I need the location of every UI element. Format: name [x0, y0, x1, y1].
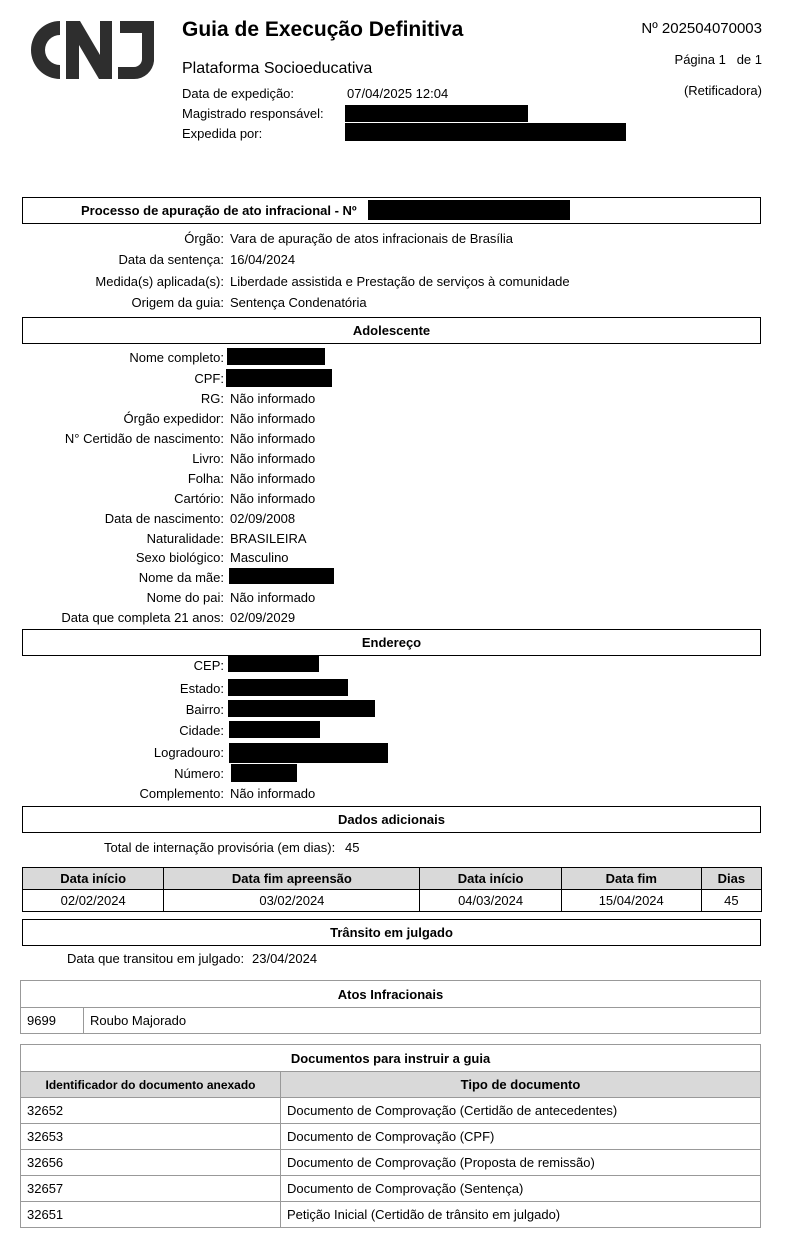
- adolescente-redacted-value: [227, 348, 325, 365]
- adolescente-value: Não informado: [230, 451, 316, 466]
- internacao-cell: 45: [701, 890, 761, 912]
- atos-table: [20, 980, 761, 1034]
- process-number-redacted: [368, 200, 570, 220]
- documentos-table: [20, 1044, 761, 1228]
- internacao-cell: 15/04/2024: [561, 890, 701, 912]
- adolescente-value: Não informado: [230, 431, 316, 446]
- adolescente-value: Não informado: [230, 391, 316, 406]
- adolescente-label: Nome da mãe:: [138, 570, 224, 585]
- transito-value: 23/04/2024: [252, 951, 318, 966]
- table-row: [23, 890, 762, 912]
- adolescente-label: Data que completa 21 anos:: [61, 610, 224, 625]
- processo-label: Medida(s) aplicada(s):: [95, 274, 224, 289]
- endereco-redacted-value: [229, 743, 388, 763]
- endereco-label: Número:: [174, 766, 224, 781]
- processo-label: Órgão:: [184, 231, 224, 246]
- adolescente-label: N° Certidão de nascimento:: [64, 431, 224, 446]
- endereco-value: Não informado: [230, 786, 316, 801]
- ato-code: 9699: [21, 1008, 84, 1034]
- adolescente-label: RG:: [200, 391, 224, 406]
- adolescente-label: Cartório:: [174, 491, 224, 506]
- table-row: [21, 1150, 761, 1176]
- processo-value: 16/04/2024: [230, 252, 296, 267]
- document-id: 32653: [21, 1124, 281, 1150]
- endereco-redacted-value: [228, 679, 348, 696]
- issued-by-label: Expedida por:: [182, 126, 263, 141]
- issued-by-redacted: [345, 123, 626, 141]
- adolescente-label: Nome do pai:: [146, 590, 224, 605]
- endereco-redacted-value: [228, 656, 319, 672]
- adolescente-value: 02/09/2029: [230, 610, 296, 625]
- adolescente-section-header: Adolescente: [22, 317, 761, 344]
- endereco-redacted-value: [231, 764, 297, 782]
- adolescente-value: Não informado: [230, 411, 316, 426]
- adolescente-label: Órgão expedidor:: [123, 411, 224, 426]
- document-id: 32652: [21, 1098, 281, 1124]
- expedition-value: 07/04/2025 12:04: [347, 86, 449, 101]
- endereco-redacted-value: [229, 721, 320, 738]
- magistrate-label: Magistrado responsável:: [182, 106, 324, 121]
- total-internacao-value: 45: [345, 840, 360, 855]
- adolescente-label: Data de nascimento:: [104, 511, 224, 526]
- expedition-label: Data de expedição:: [182, 86, 295, 101]
- endereco-label: Complemento:: [139, 786, 224, 801]
- internacao-col-header: Data início: [23, 868, 164, 890]
- transito-section-header: Trânsito em julgado: [22, 919, 761, 946]
- table-row: [21, 1176, 761, 1202]
- document-id: 32656: [21, 1150, 281, 1176]
- table-row: [21, 1202, 761, 1228]
- document-type: Documento de Comprovação (Certidão de antecedentes): [281, 1098, 761, 1124]
- document-id: 32651: [21, 1202, 281, 1228]
- internacao-col-header: Dias: [701, 868, 761, 890]
- status-label: (Retificadora): [683, 83, 762, 98]
- magistrate-redacted: [345, 105, 528, 122]
- table-row: [21, 1124, 761, 1150]
- adolescente-redacted-value: [229, 568, 334, 584]
- processo-label: Origem da guia:: [131, 295, 224, 310]
- dados-adicionais-section-header: Dados adicionais: [22, 806, 761, 833]
- cnj-logo: [22, 17, 154, 83]
- adolescente-value: Masculino: [230, 550, 289, 565]
- document-type: Documento de Comprovação (Proposta de remissão): [281, 1150, 761, 1176]
- adolescente-value: 02/09/2008: [230, 511, 296, 526]
- internacao-cell: 04/03/2024: [420, 890, 561, 912]
- adolescente-value: Não informado: [230, 590, 316, 605]
- endereco-label: Estado:: [179, 681, 224, 696]
- adolescente-label: Nome completo:: [129, 350, 224, 365]
- processo-title: Processo de apuração de ato infracional - Nº: [81, 203, 357, 218]
- documentos-col-header: Identificador do documento anexado: [21, 1072, 281, 1098]
- processo-value: Sentença Condenatória: [230, 295, 367, 310]
- adolescente-value: Não informado: [230, 491, 316, 506]
- endereco-label: Logradouro:: [153, 745, 224, 760]
- adolescente-label: Naturalidade:: [146, 531, 224, 546]
- document-subtitle: Plataforma Socioeducativa: [182, 60, 373, 77]
- processo-value: Liberdade assistida e Prestação de serviços à comunidade: [230, 274, 570, 289]
- document-type: Petição Inicial (Certidão de trânsito em julgado): [281, 1202, 761, 1228]
- document-title: Guia de Execução Definitiva: [182, 18, 464, 41]
- transito-label: Data que transitou em julgado:: [67, 951, 245, 966]
- processo-value: Vara de apuração de atos infracionais de Brasília: [230, 231, 514, 246]
- document-number: Nº 202504070003: [641, 20, 762, 37]
- endereco-redacted-value: [228, 700, 375, 717]
- adolescente-value: BRASILEIRA: [230, 531, 307, 546]
- endereco-section-header: Endereço: [22, 629, 761, 656]
- endereco-label: Cidade:: [179, 723, 224, 738]
- adolescente-label: Livro:: [192, 451, 224, 466]
- processo-label: Data da sentença:: [118, 252, 224, 267]
- document-type: Documento de Comprovação (Sentença): [281, 1176, 761, 1202]
- internacao-cell: 02/02/2024: [23, 890, 164, 912]
- internacao-col-header: Data fim apreensão: [164, 868, 420, 890]
- documentos-col-header: Tipo de documento: [281, 1072, 761, 1098]
- adolescente-label: Folha:: [187, 471, 224, 486]
- internacao-cell: 03/02/2024: [164, 890, 420, 912]
- adolescente-value: Não informado: [230, 471, 316, 486]
- adolescente-label: Sexo biológico:: [135, 550, 224, 565]
- endereco-label: Bairro:: [185, 702, 224, 717]
- atos-title: Atos Infracionais: [21, 981, 761, 1008]
- adolescente-redacted-value: [226, 369, 332, 387]
- total-internacao-label: Total de internação provisória (em dias):: [104, 840, 336, 855]
- ato-description: Roubo Majorado: [84, 1008, 761, 1034]
- internacao-table: [22, 867, 762, 912]
- adolescente-label: CPF:: [194, 371, 224, 386]
- table-row: [21, 1098, 761, 1124]
- table-row: [21, 1008, 761, 1034]
- document-id: 32657: [21, 1176, 281, 1202]
- page-info: Página 1 de 1: [674, 52, 762, 67]
- documentos-title: Documentos para instruir a guia: [21, 1045, 761, 1072]
- internacao-col-header: Data fim: [561, 868, 701, 890]
- document-type: Documento de Comprovação (CPF): [281, 1124, 761, 1150]
- internacao-col-header: Data início: [420, 868, 561, 890]
- endereco-label: CEP:: [193, 658, 224, 673]
